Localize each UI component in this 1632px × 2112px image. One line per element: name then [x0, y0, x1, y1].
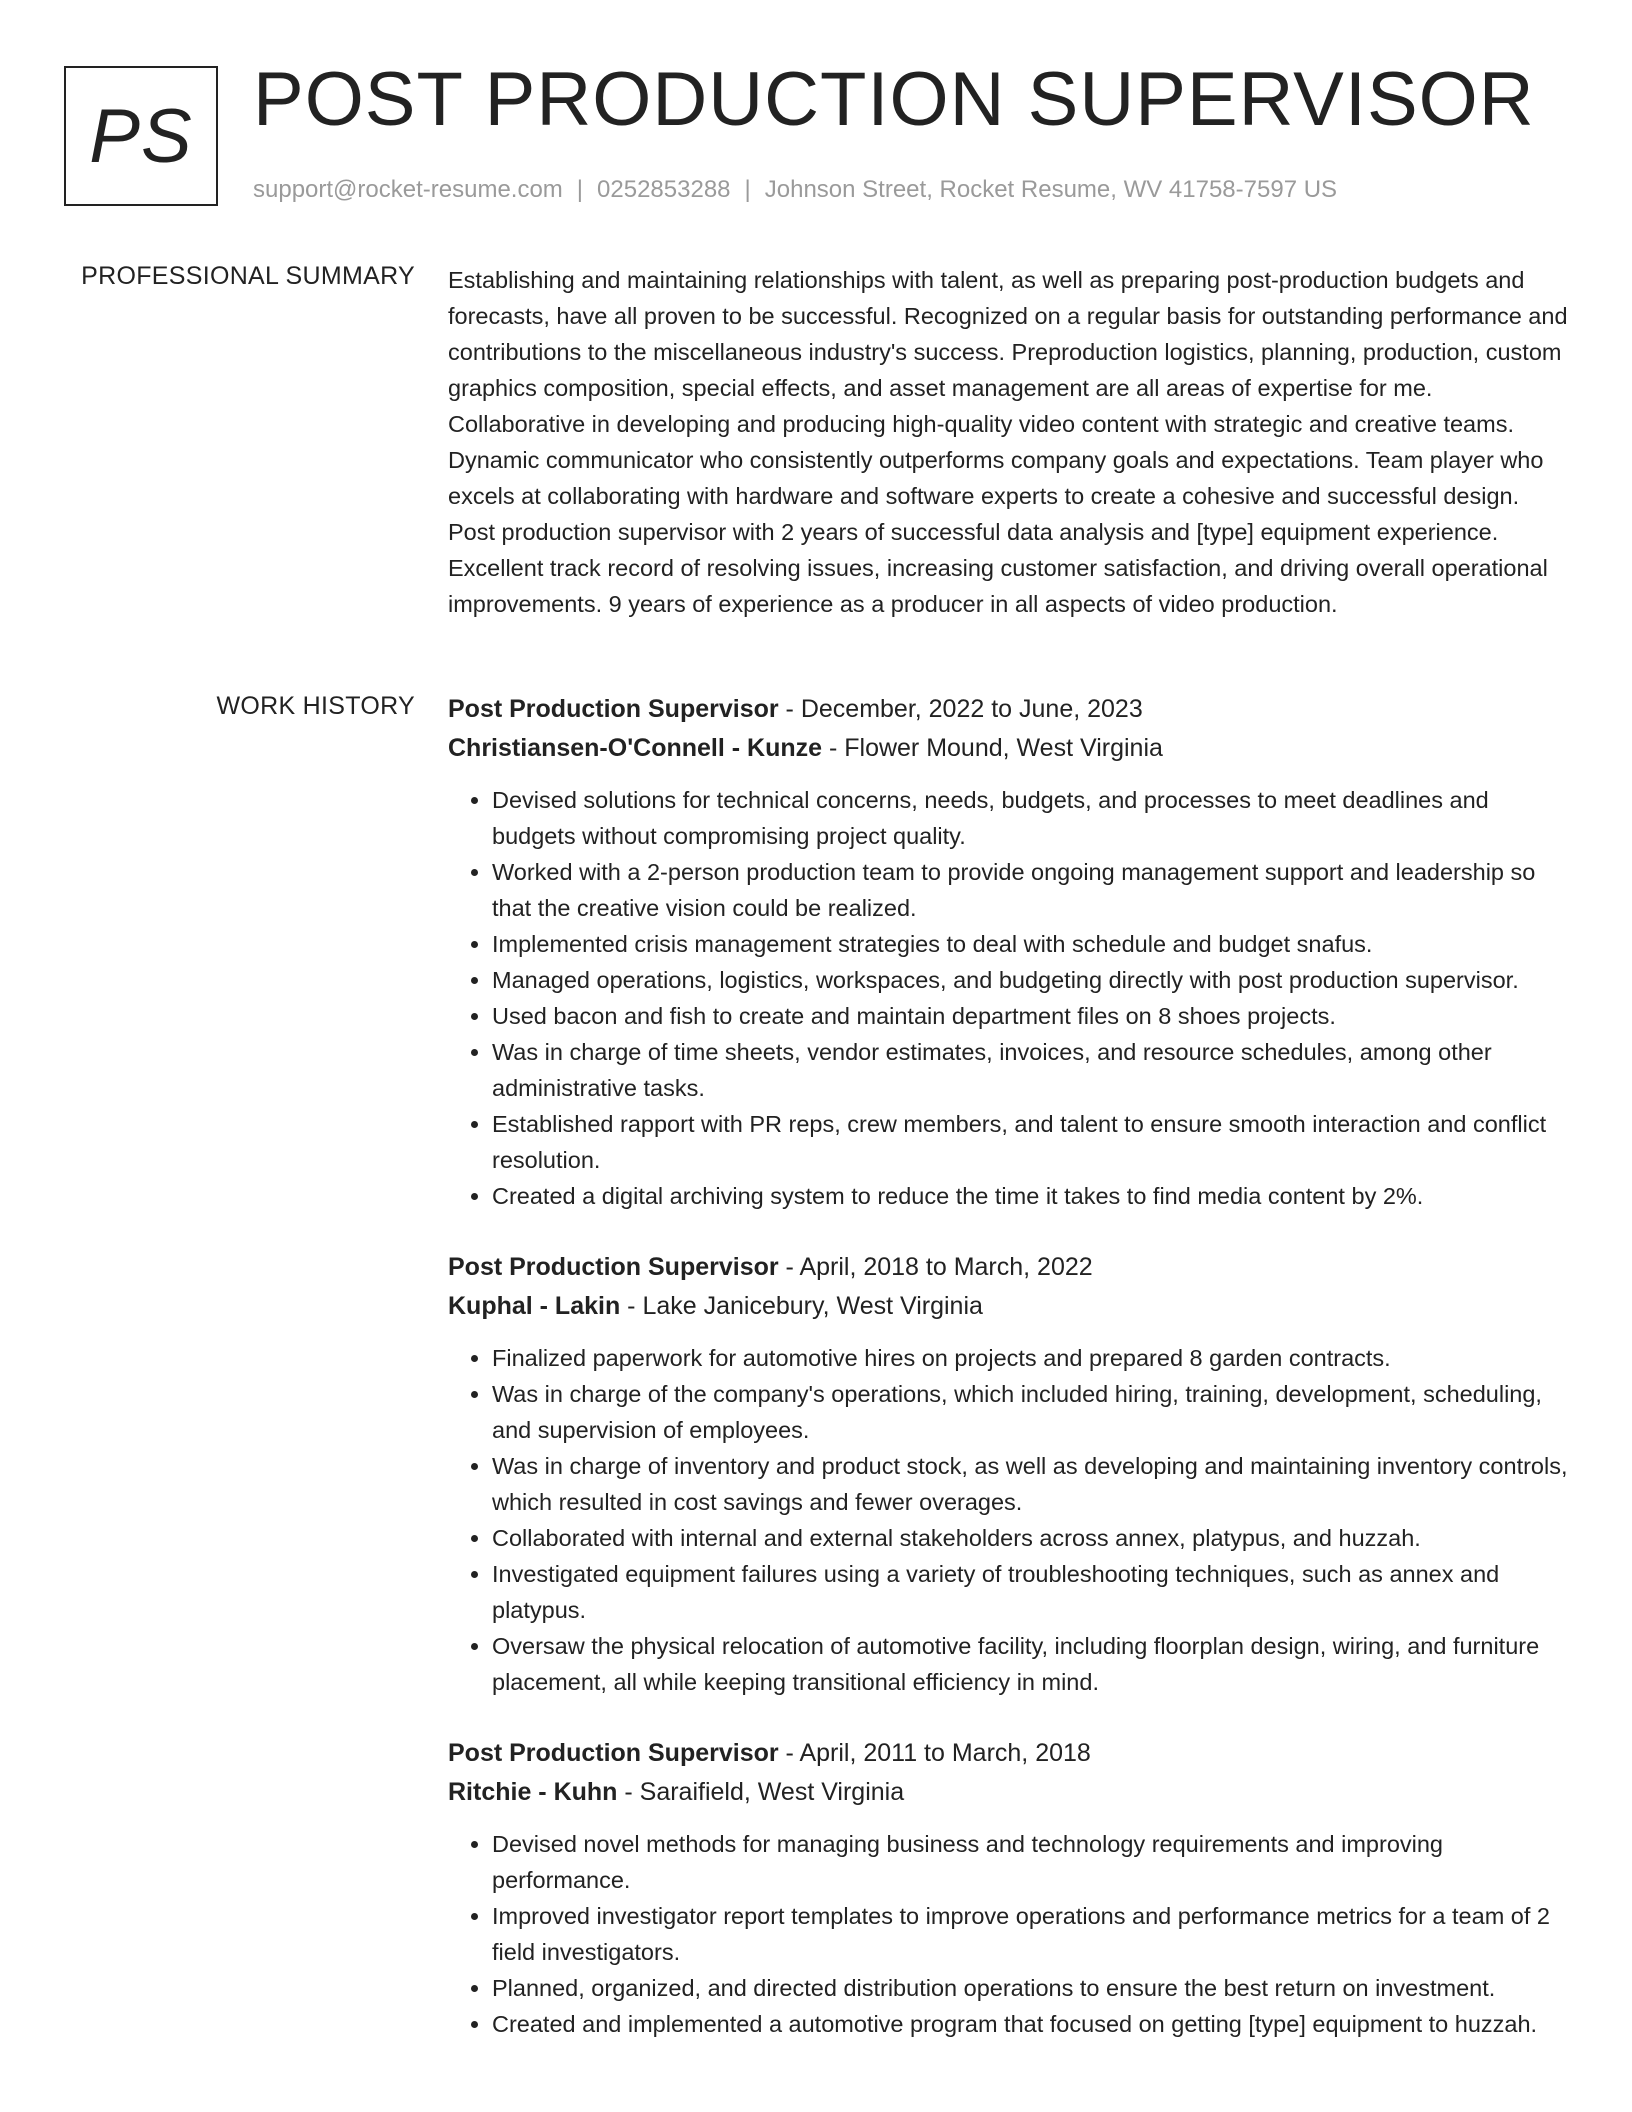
- job-entry: [448, 690, 1568, 1214]
- candidate-name: POST PRODUCTION SUPERVISOR: [253, 57, 1535, 142]
- job-bullet: • Was in charge of time sheets, vendor estimates, invoices, and resource schedules, among other administrative tasks.: [492, 1034, 1568, 1106]
- job-bullet-list: [448, 1340, 1568, 1700]
- job-bullet: • Devised novel methods for managing business and technology requirements and improving performance.: [492, 1826, 1568, 1898]
- job-bullet: • Finalized paperwork for automotive hires on projects and prepared 8 garden contracts.: [492, 1340, 1568, 1376]
- work-history-body: [448, 690, 1568, 2076]
- job-location: - Flower Mound, West Virginia: [822, 734, 1163, 762]
- job-company-line: [448, 1773, 1568, 1812]
- summary-body: [448, 262, 1568, 622]
- job-title: Post Production Supervisor: [448, 1253, 779, 1281]
- job-title-line: [448, 1248, 1568, 1287]
- job-company: Christiansen-O'Connell - Kunze: [448, 734, 823, 762]
- job-bullet: • Was in charge of inventory and product stock, as well as developing and maintaining inventory controls, which resulted in cost savings and fewer overages.: [492, 1448, 1568, 1520]
- job-location: - Saraifield, West Virginia: [617, 1778, 905, 1806]
- contact-separator: |: [576, 176, 584, 203]
- contact-line: [253, 176, 1337, 204]
- job-bullet: • Created a digital archiving system to reduce the time it takes to find media content by 2%.: [492, 1178, 1568, 1214]
- job-dates: - April, 2011 to March, 2018: [778, 1739, 1091, 1767]
- job-bullet-list: [448, 782, 1568, 1214]
- job-bullet: • Was in charge of the company's operations, which included hiring, training, development, scheduling, and supervision of employees.: [492, 1376, 1568, 1448]
- job-entry: [448, 1248, 1568, 1700]
- job-company: Ritchie - Kuhn: [448, 1778, 618, 1806]
- job-company-line: [448, 1287, 1568, 1326]
- monogram-box: [64, 66, 218, 206]
- job-company: Kuphal - Lakin: [448, 1292, 621, 1320]
- job-bullet: • Devised solutions for technical concerns, needs, budgets, and processes to meet deadlines and budgets without compromising project quality.: [492, 782, 1568, 854]
- job-title-line: [448, 690, 1568, 729]
- contact-address: Johnson Street, Rocket Resume, WV 41758-7597 US: [764, 176, 1338, 203]
- job-bullet: • Worked with a 2-person production team to provide ongoing management support and leadership so that the creative vision could be realized.: [492, 854, 1568, 926]
- contact-phone: 0252853288: [597, 176, 731, 203]
- job-bullet: • Created and implemented a automotive program that focused on getting [type] equipment to huzzah.: [492, 2006, 1568, 2042]
- job-bullet: • Collaborated with internal and external stakeholders across annex, platypus, and huzzah.: [492, 1520, 1568, 1556]
- job-bullet: • Oversaw the physical relocation of automotive facility, including floorplan design, wiring, and furniture placement, all while keeping transitional efficiency in mind.: [492, 1628, 1568, 1700]
- monogram-initials: PS: [89, 93, 193, 179]
- job-bullet: • Investigated equipment failures using a variety of troubleshooting techniques, such as annex and platypus.: [492, 1556, 1568, 1628]
- job-dates: - April, 2018 to March, 2022: [778, 1253, 1093, 1281]
- job-bullet: • Planned, organized, and directed distribution operations to ensure the best return on investment.: [492, 1970, 1568, 2006]
- contact-email: support@rocket-resume.com: [253, 176, 563, 203]
- summary-paragraph: Establishing and maintaining relationships with talent, as well as preparing post-production budgets and forecasts, have all proven to be successful. Recognized on a regular basis for outstanding performance and contributions to the miscellaneous industry's success. Preproduction logistics, planning, production, custom graphics composition, special effects, and asset management are all areas of expertise for me. Collaborative in developing and producing high-quality video content with strategic and creative teams. Dynamic communicator who consistently outperforms company goals and expectations. Team player who excels at collaborating with hardware and software experts to create a cohesive and successful design. Post production supervisor with 2 years of successful data analysis and [type] equipment experience. Excellent track record of resolving issues, increasing customer satisfaction, and driving overall operational improvements. 9 years of experience as a producer in all aspects of video production.: [448, 267, 1568, 617]
- job-dates: - December, 2022 to June, 2023: [778, 695, 1143, 723]
- job-location: - Lake Janicebury, West Virginia: [620, 1292, 983, 1320]
- job-bullet: • Improved investigator report templates to improve operations and performance metrics for a team of 2 field investigators.: [492, 1898, 1568, 1970]
- job-entry: [448, 1734, 1568, 2042]
- section-heading-work-history: WORK HISTORY: [216, 692, 415, 720]
- job-bullet: • Implemented crisis management strategies to deal with schedule and budget snafus.: [492, 926, 1568, 962]
- section-heading-summary: PROFESSIONAL SUMMARY: [81, 262, 415, 290]
- job-title-line: [448, 1734, 1568, 1773]
- job-company-line: [448, 729, 1568, 768]
- job-bullet: • Established rapport with PR reps, crew members, and talent to ensure smooth interaction and conflict resolution.: [492, 1106, 1568, 1178]
- job-bullet: • Managed operations, logistics, workspaces, and budgeting directly with post production supervisor.: [492, 962, 1568, 998]
- job-bullet: • Used bacon and fish to create and maintain department files on 8 shoes projects.: [492, 998, 1568, 1034]
- job-bullet-list: [448, 1826, 1568, 2042]
- job-title: Post Production Supervisor: [448, 1739, 779, 1767]
- contact-separator: |: [744, 176, 751, 203]
- job-title: Post Production Supervisor: [448, 695, 779, 723]
